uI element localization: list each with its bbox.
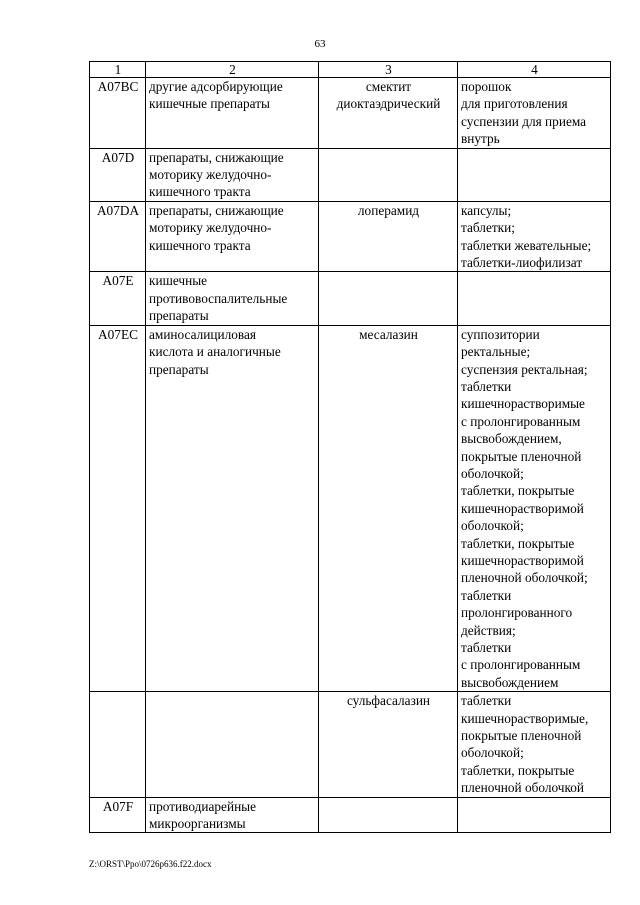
table-row	[90, 325, 611, 692]
group-name-line: микроорганизмы	[149, 816, 246, 832]
file-path-footer: Z:\ORST\Ppo\0726p636.f22.docx	[89, 859, 212, 869]
dosage-form-line: суспензия ректальная;	[461, 361, 588, 377]
group-name-cell	[146, 78, 319, 149]
page-number: 63	[314, 38, 326, 50]
group-name-line: моторику желудочно-	[149, 167, 272, 183]
atc-code-cell: A07F	[90, 797, 146, 833]
dosage-form-line: таблетки	[461, 640, 512, 655]
dosage-forms-cell	[458, 325, 611, 692]
dosage-form-line: ректальные;	[461, 344, 531, 360]
dosage-forms-cell	[458, 272, 611, 325]
dosage-forms-cell	[458, 797, 611, 833]
dosage-form-line: покрытые пленочной	[461, 448, 582, 464]
group-name-cell	[146, 148, 319, 201]
table-row	[90, 692, 611, 797]
dosage-form-line: покрытые пленочной	[461, 728, 582, 744]
substance-cell	[319, 797, 458, 833]
group-name-line: моторику желудочно-	[149, 220, 272, 236]
dosage-forms-cell	[458, 201, 611, 272]
atc-code-cell: A07DA	[90, 201, 146, 272]
group-name-line: кислота и аналогичные	[149, 344, 281, 360]
group-name-cell	[146, 797, 319, 833]
table-row	[90, 201, 611, 272]
group-name-line: противодиарейные	[149, 798, 257, 814]
dosage-form-line: внутрь	[461, 131, 500, 147]
group-name-line: препараты	[149, 308, 209, 324]
table-row	[90, 797, 611, 833]
group-name-line: другие адсорбирующие	[149, 79, 283, 94]
dosage-form-line: кишечнорастворимой	[461, 500, 584, 516]
substance-line: сульфасалазин	[346, 693, 431, 709]
group-name-line: кишечные препараты	[149, 96, 270, 112]
group-name-cell	[146, 692, 319, 797]
header-col-4: 4	[458, 62, 611, 78]
dosage-form-line: таблетки жевательные;	[461, 237, 592, 253]
substance-cell	[319, 692, 458, 797]
dosage-form-line: оболочкой;	[461, 518, 524, 534]
group-name-cell	[146, 272, 319, 325]
dosage-form-line: с пролонгированным	[461, 413, 581, 429]
dosage-form-line: пролонгированного	[461, 605, 573, 621]
dosage-form-line: кишечнорастворимые	[461, 396, 585, 412]
dosage-form-line: таблетки	[461, 693, 512, 709]
substance-cell	[319, 272, 458, 325]
dosage-form-line: капсулы;	[461, 202, 512, 218]
group-name-line: противовоспалительные	[149, 290, 288, 306]
dosage-form-line: таблетки, покрытые	[461, 535, 575, 551]
substance-line: месалазин	[359, 326, 418, 342]
substance-cell	[319, 78, 458, 149]
substance-cell	[319, 325, 458, 692]
group-name-line: аминосалициловая	[149, 326, 256, 342]
dosage-form-line: таблетки	[461, 587, 512, 603]
drug-classification-table	[89, 61, 611, 833]
atc-code-cell: A07BC	[90, 78, 146, 149]
table-body	[90, 78, 611, 833]
dosage-form-line: пленочной оболочкой	[461, 780, 585, 796]
dosage-form-line: для приготовления	[461, 96, 568, 112]
group-name-line: кишечные	[149, 273, 208, 289]
substance-line: смектит	[365, 79, 412, 94]
table-row	[90, 148, 611, 201]
dosage-form-line: таблетки	[461, 378, 512, 394]
dosage-form-line: с пролонгированным	[461, 657, 581, 673]
dosage-form-line: кишечнорастворимой	[461, 552, 584, 568]
dosage-form-line: таблетки, покрытые	[461, 483, 575, 499]
atc-code-cell: A07D	[90, 148, 146, 201]
header-col-1: 1	[90, 62, 146, 78]
dosage-forms-cell	[458, 148, 611, 201]
group-name-cell	[146, 201, 319, 272]
dosage-form-line: суппозитории	[461, 326, 540, 342]
table-row	[90, 272, 611, 325]
dosage-form-line: оболочкой;	[461, 745, 524, 761]
dosage-form-line: таблетки, покрытые	[461, 762, 575, 778]
dosage-form-line: пленочной оболочкой;	[461, 570, 588, 586]
dosage-form-line: суспензии для приема	[461, 113, 587, 129]
dosage-forms-cell	[458, 692, 611, 797]
group-name-line: кишечного тракта	[149, 237, 251, 253]
dosage-form-line: таблетки;	[461, 220, 515, 236]
table-header-row	[90, 62, 611, 78]
group-name-line: препараты, снижающие	[149, 149, 284, 165]
dosage-form-line: действия;	[461, 622, 516, 638]
substance-cell	[319, 148, 458, 201]
dosage-form-line: таблетки-лиофилизат	[461, 255, 583, 271]
dosage-form-line: оболочкой;	[461, 465, 524, 481]
dosage-form-line: кишечнорастворимые,	[461, 710, 589, 726]
header-col-2: 2	[146, 62, 319, 78]
atc-code-cell	[90, 692, 146, 797]
group-name-cell	[146, 325, 319, 692]
atc-code-cell: A07EC	[90, 325, 146, 692]
dosage-form-line: порошок	[461, 79, 512, 94]
dosage-form-line: высвобождением	[461, 674, 559, 690]
dosage-forms-cell	[458, 78, 611, 149]
group-name-line: препараты, снижающие	[149, 202, 284, 218]
table-row	[90, 78, 611, 149]
substance-cell	[319, 201, 458, 272]
substance-line: лоперамид	[357, 202, 420, 218]
header-col-3: 3	[319, 62, 458, 78]
group-name-line: препараты	[149, 361, 209, 377]
dosage-form-line: высвобождением,	[461, 431, 562, 447]
atc-code-cell: A07E	[90, 272, 146, 325]
substance-line: диоктаэдрический	[336, 96, 441, 112]
group-name-line: кишечного тракта	[149, 184, 251, 200]
